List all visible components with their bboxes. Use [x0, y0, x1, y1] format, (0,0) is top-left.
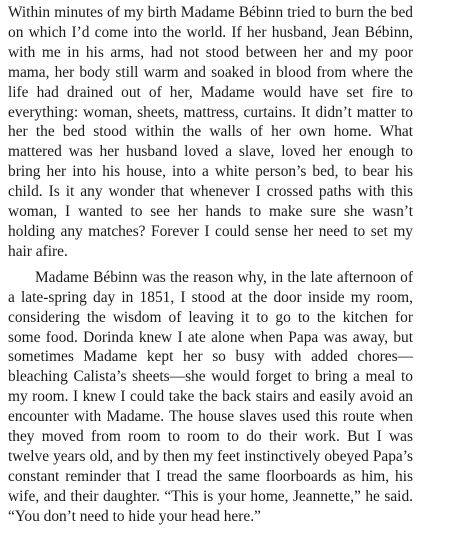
paragraph-1: Within minutes of my birth Madame Bébinn tried to burn the bed on which I’d come into the world. If her husband, Jean Bébinn, with me in his arms, had not stood between her and my poor mama, her body still warm and soaked in blood from where the life had drained out of her, Madame would have set fire to everything: woman, sheets, mattress, curtains. It didn’t matter to her the bed stood within the walls of her own home. What mattered was her husband loved a slave, loved her enough to bring her into his house, into a white person’s bed, to bear his child. Is it any wonder that whenever I crossed paths with this woman, I wanted to see her hands to make sure she wasn’t holding any matches? Forever I could sense her need to set my hair afire.	[8, 4, 413, 260]
book-page	[8, 3, 413, 527]
paragraph-2: Madame Bébinn was the reason why, in the late afternoon of a late-spring day in 1851, I stood at the door inside my room, considering the wisdom of leaving it to go to the kitchen for some food. Dorinda knew I ate alone when Papa was away, but sometimes Madame kept her so busy with added chores—bleaching Calista’s sheets—she would forget to bring a meal to my room. I knew I could take the back stairs and easily avoid an encounter with Madame. The house slaves used this route when they moved from room to room to do their work. But I was twelve years old, and by then my feet instinctively obeyed Papa’s constant reminder that I tread the same floorboards as him, his wife, and their daughter. “This is your home, Jeannette,” he said. “You don’t need to hide your head here.”	[8, 268, 413, 525]
